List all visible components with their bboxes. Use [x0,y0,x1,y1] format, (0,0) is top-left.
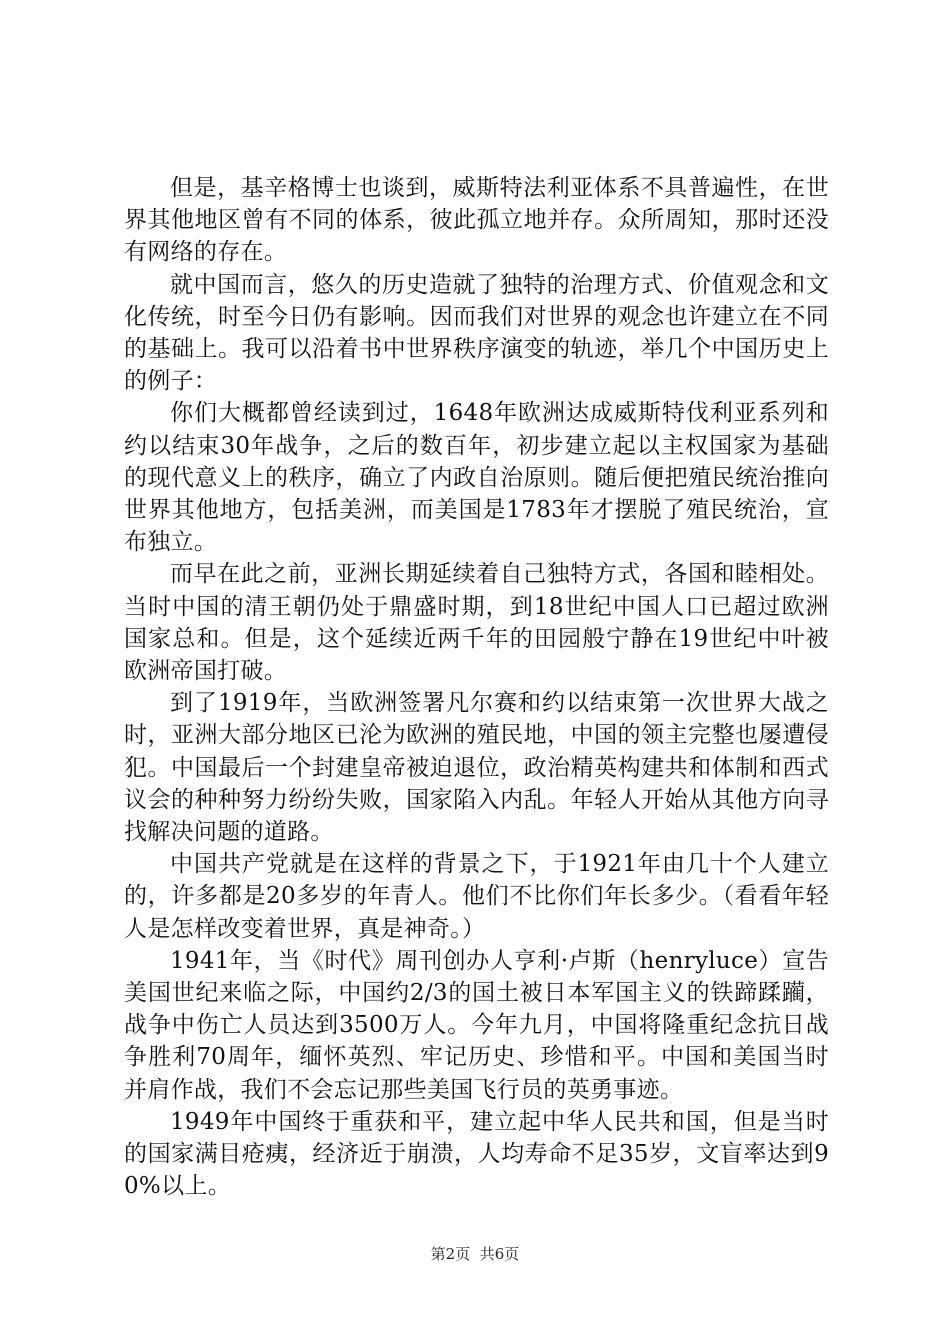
paragraph-1: 但是，基辛格博士也谈到，威斯特法利亚体系不具普遍性，在世界其他地区曾有不同的体系，彼此孤立地并存。众所周知，那时还没有网络的存在。 [124,175,829,266]
page-total: 共6页 [479,1245,520,1263]
page-number: 第2页 [430,1245,471,1263]
paragraph-3: 你们大概都曾经读到过，1648年欧洲达成威斯特伐利亚系列和约以结束30年战争，之后的数百年，初步建立起以主权国家为基础的现代意义上的秩序，确立了内政自治原则。随后便把殖民统治推向世界其他地方，包括美洲，而美国是1783年才摆脱了殖民统治，宣布独立。 [124,400,829,556]
paragraph-4: 而早在此之前，亚洲长期延续着自己独特方式，各国和睦相处。当时中国的清王朝仍处于鼎盛时期，到18世纪中国人口已超过欧洲国家总和。但是，这个延续近两千年的田园般宁静在19世纪中叶被欧洲帝国打破。 [124,561,829,685]
paragraph-6: 中国共产党就是在这样的背景之下，于1921年由几十个人建立的，许多都是20多岁的年青人。他们不比你们年长多少。（看看年轻人是怎样改变着世界，真是神奇。） [124,851,829,942]
body-text [124,172,829,1203]
page-footer [0,1244,950,1264]
paragraph-5: 到了1919年，当欧洲签署凡尔赛和约以结束第一次世界大战之时，亚洲大部分地区已沦为欧洲的殖民地，中国的领主完整也屡遭侵犯。中国最后一个封建皇帝被迫退位，政治精英构建共和体制和西式议会的种种努力纷纷失败，国家陷入内乱。年轻人开始从其他方向寻找解决问题的道路。 [124,690,829,846]
paragraph-2: 就中国而言，悠久的历史造就了独特的治理方式、价值观念和文化传统，时至今日仍有影响。因而我们对世界的观念也许建立在不同的基础上。我可以沿着书中世界秩序演变的轨迹，举几个中国历史上的例子： [124,271,829,395]
paragraph-8: 1949年中国终于重获和平，建立起中华人民共和国，但是当时的国家满目疮痍，经济近于崩溃，人均寿命不足35岁，文盲率达到90%以上。 [124,1108,829,1200]
paragraph-7: 1941年，当《时代》周刊创办人亨利·卢斯（henryluce）宣告美国世纪来临之际，中国约2/3的国土被日本军国主义的铁蹄蹂躏，战争中伤亡人员达到3500万人。今年九月，中国将隆重纪念抗日战争胜利70周年，缅怀英烈、牢记历史、珍惜和平。中国和美国当时并肩作战，我们不会忘记那些美国飞行员的英勇事迹。 [124,947,829,1103]
